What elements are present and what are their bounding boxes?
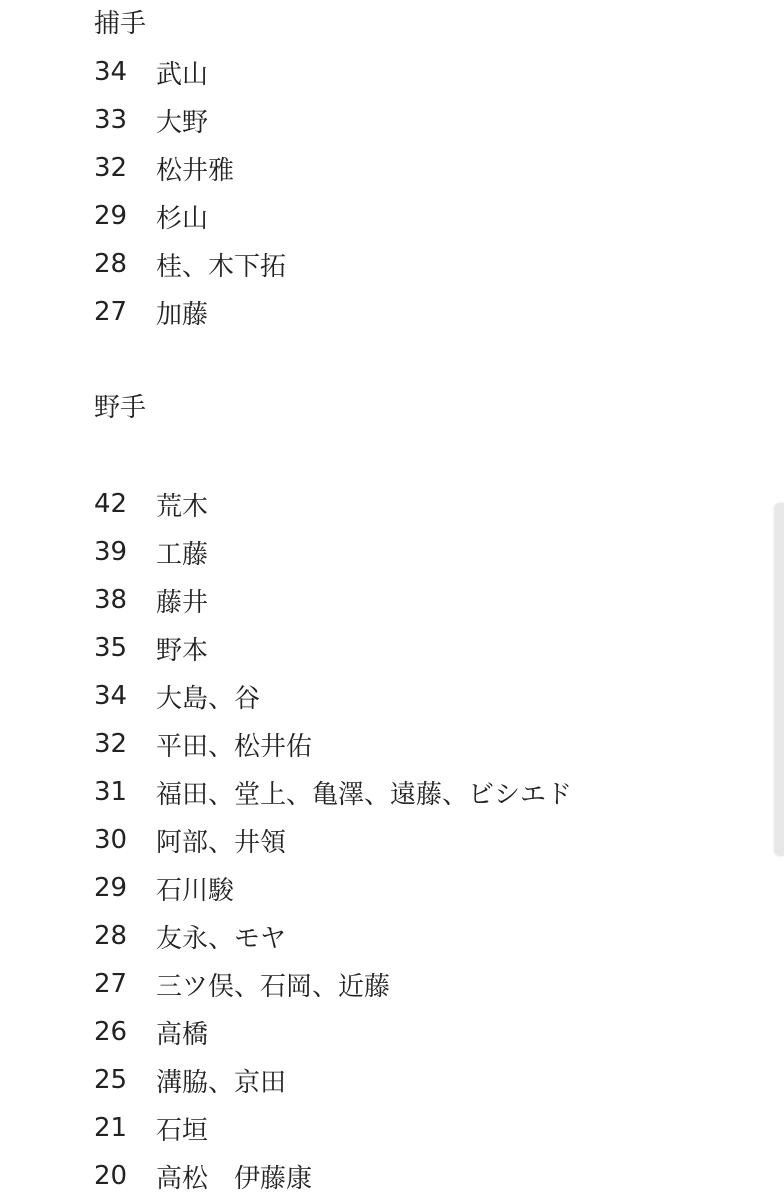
- player-names: 石垣: [156, 1115, 209, 1146]
- list-item: [94, 1056, 754, 1104]
- player-names: 杉山: [156, 203, 209, 234]
- list-item: [94, 576, 754, 624]
- jersey-number: 30: [94, 825, 128, 855]
- list-item: [94, 912, 754, 960]
- list-item: [94, 240, 754, 288]
- jersey-number: 32: [94, 729, 128, 759]
- player-names: 大島、谷: [156, 683, 261, 714]
- catchers-heading: 捕手: [94, 9, 147, 39]
- jersey-number: 26: [94, 1017, 128, 1047]
- jersey-number: 27: [94, 969, 128, 999]
- jersey-number: 21: [94, 1113, 128, 1143]
- list-item: [94, 864, 754, 912]
- player-names: 工藤: [156, 539, 209, 570]
- spacer: [94, 432, 754, 480]
- jersey-number: 34: [94, 57, 128, 87]
- list-item: [94, 288, 754, 336]
- jersey-number: 27: [94, 297, 128, 327]
- scrollbar-handle[interactable]: [775, 503, 784, 856]
- list-item: [94, 624, 754, 672]
- player-names: 福田、堂上、亀澤、遠藤、ビシエド: [156, 779, 573, 810]
- jersey-number: 38: [94, 585, 128, 615]
- player-names: 野本: [156, 635, 209, 666]
- player-names: 友永、モヤ: [156, 923, 287, 954]
- jersey-number: 34: [94, 681, 128, 711]
- player-names: 大野: [156, 107, 209, 138]
- list-item: [94, 192, 754, 240]
- jersey-number: 31: [94, 777, 128, 807]
- list-item: [94, 96, 754, 144]
- list-item: [94, 1104, 754, 1152]
- player-names: 石川駿: [156, 875, 235, 906]
- jersey-number: 20: [94, 1161, 128, 1191]
- player-names: 加藤: [156, 299, 209, 330]
- roster-text: [94, 0, 754, 1200]
- list-item: [94, 1152, 754, 1200]
- list-item: [94, 144, 754, 192]
- spacer: [94, 336, 754, 384]
- player-names: 桂、木下拓: [156, 251, 287, 282]
- player-names: 松井雅: [156, 155, 235, 186]
- list-item: [94, 528, 754, 576]
- player-names: 高橋: [156, 1019, 209, 1050]
- player-names: 武山: [156, 59, 209, 90]
- jersey-number: 33: [94, 105, 128, 135]
- player-names: 藤井: [156, 587, 209, 618]
- jersey-number: 42: [94, 489, 128, 519]
- list-item: [94, 48, 754, 96]
- player-names: 平田、松井佑: [156, 731, 313, 762]
- player-names: 阿部、井領: [156, 827, 287, 858]
- jersey-number: 35: [94, 633, 128, 663]
- list-item: [94, 672, 754, 720]
- player-names: 三ツ俣、石岡、近藤: [156, 971, 391, 1002]
- player-names: 荒木: [156, 491, 209, 522]
- jersey-number: 39: [94, 537, 128, 567]
- player-names: 溝脇、京田: [156, 1067, 287, 1098]
- list-item: [94, 960, 754, 1008]
- list-item: [94, 720, 754, 768]
- jersey-number: 25: [94, 1065, 128, 1095]
- list-item: [94, 768, 754, 816]
- jersey-number: 29: [94, 201, 128, 231]
- list-item: [94, 1008, 754, 1056]
- fielders-list: [94, 480, 754, 1200]
- jersey-number: 29: [94, 873, 128, 903]
- jersey-number: 28: [94, 249, 128, 279]
- player-names: 高松 伊藤康: [156, 1163, 313, 1194]
- jersey-number: 32: [94, 153, 128, 183]
- list-item: [94, 816, 754, 864]
- list-item: [94, 480, 754, 528]
- fielders-heading: 野手: [94, 393, 147, 423]
- jersey-number: 28: [94, 921, 128, 951]
- catchers-list: [94, 48, 754, 336]
